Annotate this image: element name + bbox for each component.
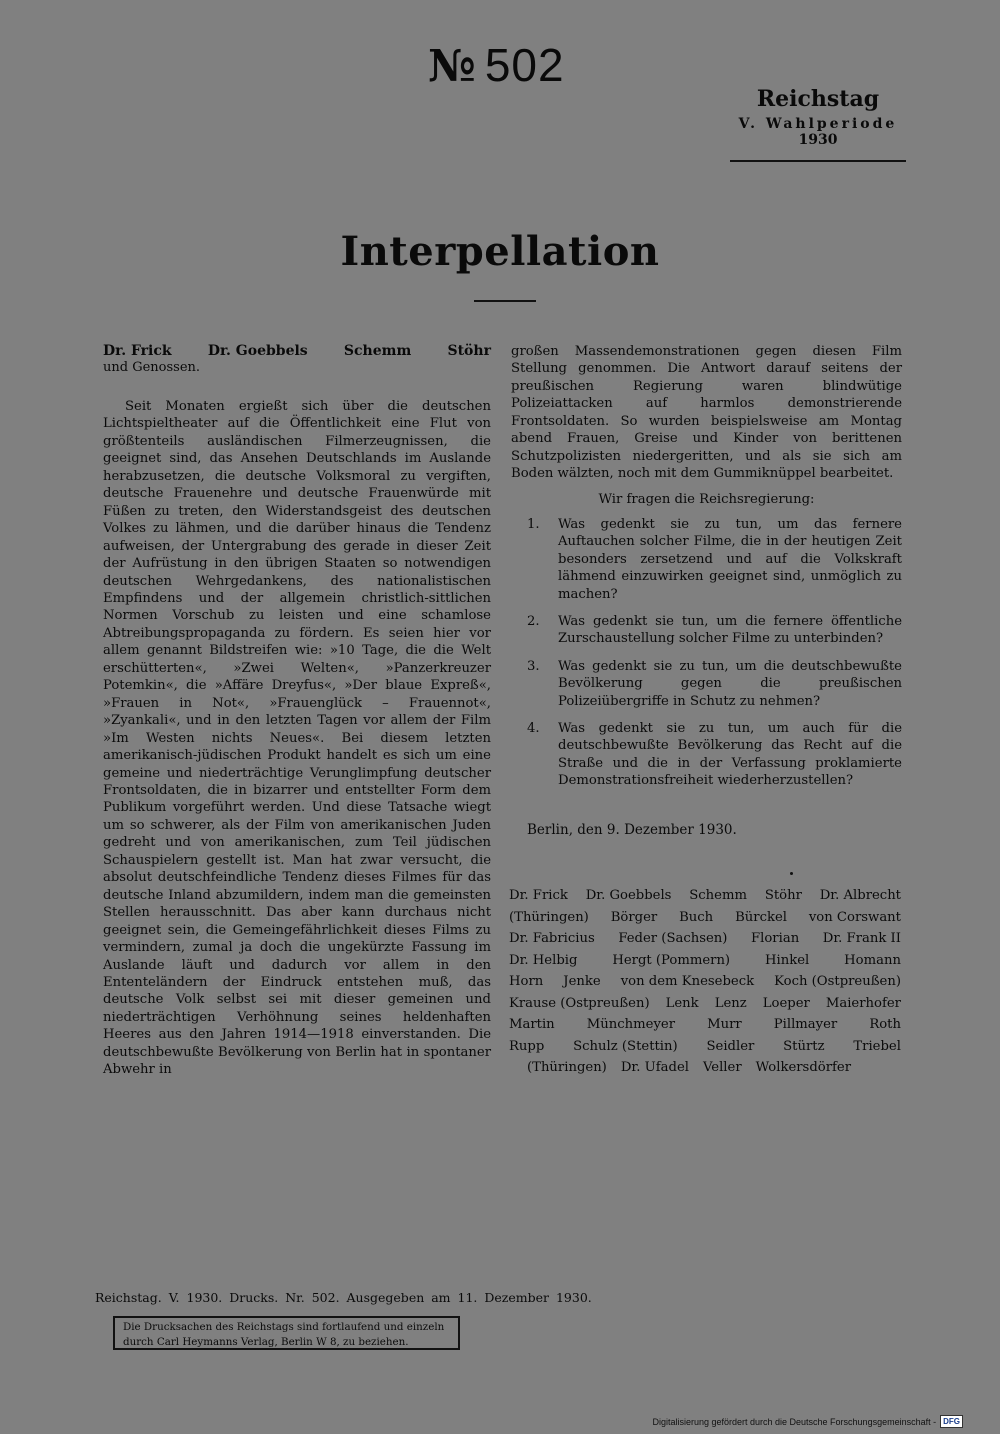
reichstag-header <box>728 86 908 148</box>
question-text: Was gedenkt sie zu tun, um die deutschbewußte Bevölkerung gegen die preußischen Polizeiübergriffe in Schutz zu nehmen? <box>558 659 902 709</box>
signer-name: Horn <box>509 974 544 989</box>
signer-name: Dr. Goebbels <box>585 888 672 903</box>
signer-row <box>509 1057 901 1079</box>
authors-head <box>103 343 491 359</box>
signer-name: Wolkersdörfer <box>755 1060 851 1075</box>
left-column-body <box>103 398 491 1079</box>
signer-name: Dr. Frank II <box>822 931 901 946</box>
author-name: Dr. Frick <box>103 343 172 359</box>
signers-block <box>509 885 901 1079</box>
signer-name: Schemm <box>689 888 747 903</box>
signer-name: Bürckel <box>735 909 787 925</box>
signer-name: Krause (Ostpreußen) <box>509 995 650 1011</box>
signer-row <box>509 885 901 907</box>
header-underline <box>730 160 906 162</box>
signer-row <box>509 928 901 950</box>
body-paragraph: großen Massendemonstrationen gegen diesen Film Stellung genommen. Die Antwort darauf seitens der preußischen Regierung waren blindwütige Polizeiattacken auf harmlos demonstrierende Frontsoldaten. So wurden beispielsweise am Montag abend Frauen, Greise und Kinder von berittenen Schutzpolizisten niedergeritten, und als sie sich am Boden wälzten, noch mit dem Gummiknüppel bearbeitet. <box>511 344 902 482</box>
title-divider <box>474 300 536 302</box>
question-item <box>527 658 902 710</box>
body-paragraph: Seit Monaten ergießt sich über die deutschen Lichtspieltheater auf die Öffentlichkeit eine Flut von größtenteils ausländischen Filmerzeugnissen, die geeignet sind, das Ansehen Deutschlands im Auslande herabzusetzen, die deutsche Volksmoral zu vergiften, deutsche Frauenehre und deutsche Frauenwürde mit Füßen zu treten, den Widerstandsgeist des deutschen Volkes zu lähmen, und die darüber hinaus die Tendenz aufweisen, der Untergrabung des gerade in dieser Zeit der Aufrüstung in den übrigen Staaten so notwendigen deutschen Wehrgedankens, des nationalistischen Empfindens und der allgemein christlich-sittlichen Normen Vorschub zu leisten und eine schamlose Abtreibungspropaganda zu fördern. Es seien hier vor allem genannt Bildstreifen wie: »10 Tage, die die Welt erschütterten«, »Zwei Welten«, »Panzerkreuzer Potemkin«, die »Affäre Dreyfus«, »Der blaue Expreß«, »Frauen in Not«, »Frauenglück – Frauennot«, »Zyankali«, und in den letzten Tagen vor allem der Film »Im Westen nichts Neues«. Bei diesem letzten amerikanisch-jüdischen Produkt handelt es sich um eine gemeine und niederträchtige Verunglimpfung deutscher Frontsoldaten, die in bizarrer und entstellter Form dem Publikum vorgeführt werden. Und diese Tatsache wiegt um so schwerer, als der Film von amerikanischen Juden gedreht und von amerikanischen, zum Teil jüdischen Schauspielern gestellt ist. Man hat zwar versucht, die absolut deutschfeindliche Tendenz dieses Filmes für das deutsche Inland abzumildern, indem man die gemeinsten Stellen herausschnitt. Das aber kann durchaus nicht geeignet sein, die Gemeingefährlichkeit dieses Films zu vermindern, zumal ja doch die ungekürzte Fassung im Auslande läuft und dadurch vor allem in den Ententeländern der Eindruck entstehen muß, das deutsche Volk selbst sei mit dieser gemeinen und niederträchtigen Verhöhnung seines heldenhaften Heeres aus den Jahren 1914—1918 einverstanden. Die deutschbewußte Bevölkerung von Berlin hat in spontaner Abwehr in <box>103 399 491 1078</box>
reichstag-title: Reichstag <box>756 86 880 112</box>
right-column-continuation <box>511 343 902 483</box>
question-item <box>527 613 902 648</box>
signer-row <box>509 1014 901 1036</box>
question-item <box>527 516 902 603</box>
signer-row <box>509 993 901 1015</box>
signer-name: Loeper <box>762 995 810 1011</box>
print-speck <box>790 872 793 875</box>
signer-name: Triebel <box>853 1038 901 1054</box>
question-text: Was gedenkt sie zu tun, um auch für die deutschbewußte Bevölkerung das Recht auf die Straße und die in der Verfassung proklamierte Demonstrationsfreiheit wiederherzustellen? <box>558 721 902 789</box>
authors-tail: und Genossen. <box>103 360 201 375</box>
signer-name: Stöhr <box>764 888 802 903</box>
signer-name: von Corswant <box>808 909 901 925</box>
signer-name: Seidler <box>706 1038 755 1054</box>
signer-name: Münchmeyer <box>586 1017 676 1032</box>
signer-name: Dr. Fabricius <box>509 931 595 946</box>
signer-name: (Thüringen) <box>509 909 589 925</box>
distribution-note: Die Drucksachen des Reichstags sind fortlaufend und einzeln durch Carl Heymanns Verlag, Berlin W 8, zu beziehen. <box>113 1316 460 1350</box>
signer-name: Homann <box>844 952 901 968</box>
signer-name: von dem Knesebeck <box>620 974 755 989</box>
question-text: Was gedenkt sie zu tun, um das fernere Auftauchen solcher Filme, die in der heutigen Zeit besonders zersetzend und auf die Volkskraft lähmend einzuwirken geeignet sind, unmöglich zu machen? <box>558 517 902 602</box>
imprint-line: Reichstag. V. 1930. Drucks. Nr. 502. Ausgegeben am 11. Dezember 1930. <box>95 1290 592 1305</box>
signer-name: Börger <box>610 909 658 925</box>
signer-name: Lenk <box>665 995 699 1011</box>
signer-name: Martin <box>509 1017 555 1032</box>
signer-name: Florian <box>751 931 800 946</box>
signer-row <box>509 950 901 972</box>
signer-name: Stürtz <box>783 1038 825 1054</box>
question-text: Was gedenkt sie tun, um die fernere öffentliche Zurschaustellung solcher Filme zu unterbinden? <box>558 614 902 647</box>
signer-name: Roth <box>869 1017 901 1032</box>
digitization-footer <box>652 1415 963 1428</box>
dfg-logo-icon: DFG <box>940 1415 963 1428</box>
signer-name: Dr. Albrecht <box>819 888 901 903</box>
question-item <box>527 720 902 790</box>
question-intro: Wir fragen die Reichsregierung: <box>598 492 815 507</box>
question-number: 4. <box>527 721 540 736</box>
signer-name: Maierhofer <box>825 995 901 1011</box>
signer-row <box>509 1036 901 1058</box>
signer-name: Veller <box>702 1060 742 1075</box>
signer-name: Dr. Ufadel <box>620 1060 689 1075</box>
signer-name: Buch <box>679 909 714 925</box>
question-number: 1. <box>527 517 540 532</box>
signer-name: Dr. Helbig <box>509 952 578 968</box>
period-year: 1930 <box>798 132 838 148</box>
signer-name: Jenke <box>563 974 601 989</box>
author-name: Stöhr <box>447 343 491 359</box>
signer-name: Koch (Ostpreußen) <box>774 974 901 989</box>
signer-name: (Thüringen) <box>527 1060 607 1075</box>
signer-name: Feder (Sachsen) <box>618 931 728 946</box>
signer-name: Rupp <box>509 1038 545 1054</box>
wahlperiode: V. Wahlperiode <box>738 116 898 132</box>
signer-name: Hinkel <box>765 952 810 968</box>
number-sign: № <box>428 41 477 92</box>
footer-text: Digitalisierung gefördert durch die Deutsche Forschungsgemeinschaft - <box>652 1416 937 1427</box>
document-number <box>428 38 565 92</box>
signer-row <box>509 971 901 993</box>
question-number: 3. <box>527 659 540 674</box>
author-name: Dr. Goebbels <box>207 343 308 359</box>
number-value: 502 <box>484 39 565 91</box>
signer-name: Lenz <box>714 995 747 1011</box>
signer-row <box>509 907 901 929</box>
question-number: 2. <box>527 614 540 629</box>
author-name: Schemm <box>343 343 412 359</box>
signer-name: Schulz (Stettin) <box>573 1038 678 1054</box>
signer-name: Hergt (Pommern) <box>612 952 731 968</box>
date-line: Berlin, den 9. Dezember 1930. <box>527 822 737 838</box>
signer-name: Dr. Frick <box>509 888 568 903</box>
signer-name: Pillmayer <box>773 1017 838 1032</box>
page-title: Interpellation <box>340 228 660 275</box>
signer-name: Murr <box>707 1017 742 1032</box>
